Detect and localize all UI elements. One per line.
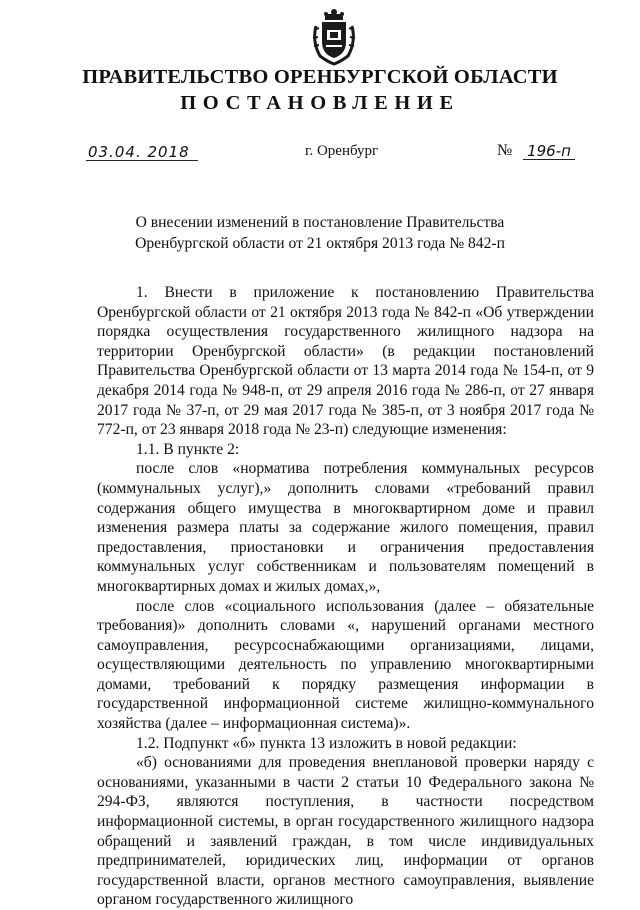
document-city: г. Оренбург <box>305 143 379 159</box>
government-title: ПРАВИТЕЛЬСТВО ОРЕНБУРГСКОЙ ОБЛАСТИ <box>82 66 558 88</box>
body-paragraph: «б) основаниями для проведения внеплановой проверки наряду с основаниями, указанными в части 2 статьи 10 Федерального закона № 294-ФЗ, являются поступления, в частности посредством информационной системы, в орган государственного жилищного надзора обращений и заявлений граждан, в том числе индивидуальных предпринимателей, юридических лиц, информации от органов государственной власти, органов местного самоуправления, выявление органом государственного жилищного <box>97 754 594 909</box>
body-paragraph: после слов «социального использования (далее – обязательные требования)» дополнить словами «, нарушений органами местного самоуправления, ресурсоснабжающими организациями, лицами, осуществляющими деятельность по управлению многоквартирными домами, требований к порядку размещения информации в государственной информационной системе жилищно-коммунального хозяйства (далее – информационная система)». <box>97 597 594 733</box>
subject-line: О внесении изменений в постановление Правительства <box>135 214 505 231</box>
subject-line: Оренбургской области от 21 октября 2013 года № 842-п <box>135 235 505 252</box>
document-date: 03.04. 2018 <box>86 144 198 161</box>
coat-of-arms-icon <box>310 8 358 66</box>
body-paragraph: 1.1. В пункте 2: <box>136 440 240 458</box>
document-number: 196-п <box>523 143 575 160</box>
body-paragraph: после слов «норматива потребления коммунальных ресурсов (коммунальных услуг),» дополнить словами «требований правил содержания общего имущества в многоквартирном доме и правил изменения размера платы за содержание жилого помещения, правил предоставления, приостановки и ограничения предоставления коммунальных услуг собственникам и пользователям помещений в многоквартирных домах и жилых домах,», <box>97 460 594 595</box>
body-paragraph: 1.2. Подпункт «б» пункта 13 изложить в новой редакции: <box>136 734 517 752</box>
body-paragraph: 1. Внести в приложение к постановлению Правительства Оренбургской области от 21 октября 2013 года № 842-п «Об утверждении порядка осуществления государственного жилищного надзора на территории Оренбургской области» (в редакции постановлений Правительства Оренбургской области от 13 марта 2014 года № 154-п, от 9 декабря 2014 года № 948-п, от 29 апреля 2016 года № 286-п, от 27 января 2017 года № 37-п, от 29 мая 2017 года № 385-п, от 3 ноября 2017 года № 772-п, от 23 января 2018 года № 23-п) следующие изменения: <box>97 284 594 439</box>
document-body <box>97 283 594 910</box>
number-label: № <box>497 142 513 159</box>
document-subject <box>0 212 640 254</box>
document-type-title: ПОСТАНОВЛЕНИЕ <box>180 92 460 114</box>
